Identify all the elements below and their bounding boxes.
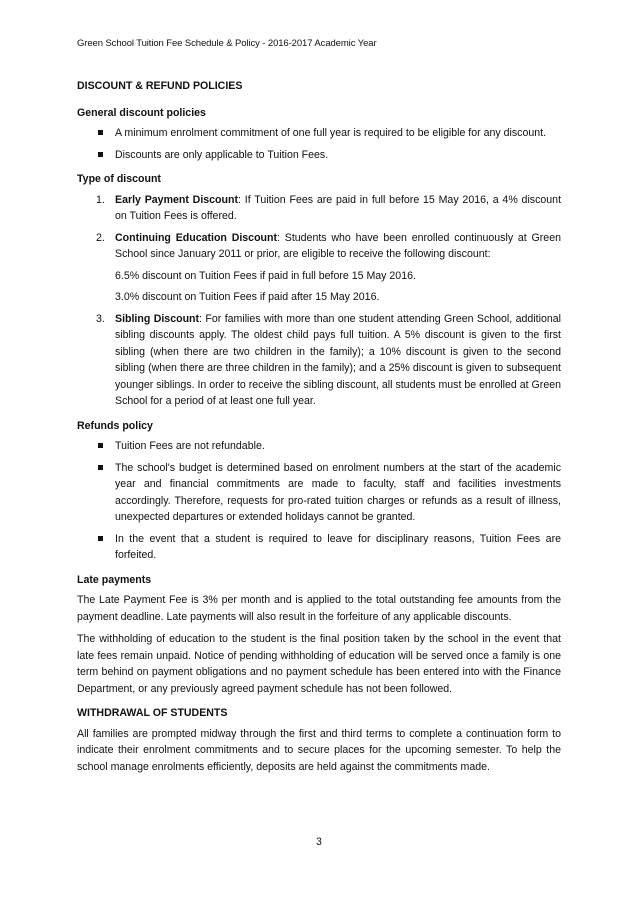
list-number: 1. xyxy=(96,193,105,206)
list-item xyxy=(77,147,561,164)
square-bullet-icon xyxy=(98,130,103,135)
list-item-text: Discounts are only applicable to Tuition Fees. xyxy=(115,148,329,161)
discount-text: : For families with more than one student attending Green School, additional sibling discounts apply. The oldest child pays full tuition. A 5% discount is given to the first sibling (when there are two children in the family); a 10% discount is given to the second sibling (when there are three children in the family); and a 25% discount is given to subsequent younger siblings. In order to receive the sibling discount, all students must be enrolled at Green School for a period of at least one full year. xyxy=(115,312,561,407)
discount-text: : Students who have been enrolled continuously at Green School since January 2011 or prior, are eligible to receive the following discount: xyxy=(115,231,561,260)
list-item xyxy=(77,230,561,263)
list-item-text: A minimum enrolment commitment of one full year is required to be eligible for any discount. xyxy=(115,127,547,139)
heading-refunds-policy: Refunds policy xyxy=(77,419,153,432)
heading-general-discount: General discount policies xyxy=(77,106,206,119)
square-bullet-icon xyxy=(98,152,103,157)
square-bullet-icon xyxy=(98,443,103,448)
list-number: 3. xyxy=(96,312,105,325)
list-item-text: In the event that a student is required to leave for disciplinary reasons, Tuition Fees are forfeited. xyxy=(115,532,561,561)
discount-title: Sibling Discount xyxy=(115,312,200,325)
heading-withdrawal: WITHDRAWAL OF STUDENTS xyxy=(77,707,228,719)
section-title-discount-refund: DISCOUNT & REFUND POLICIES xyxy=(77,80,243,92)
paragraph: The Late Payment Fee is 3% per month and is applied to the total outstanding fee amounts from the payment deadline. Late payments will also result in the forfeiture of any applicable discounts. xyxy=(77,594,561,623)
list-item xyxy=(77,438,561,455)
sub-item: 3.0% discount on Tuition Fees if paid after 15 May 2016. xyxy=(115,291,380,303)
discount-title: Continuing Education Discount xyxy=(115,231,278,244)
list-item-text: The school's budget is determined based on enrolment numbers at the start of the academic year and financial commitments are made to faculty, staff and facilities investments accordingly. Therefore, requests for pro-rated tuition charges or refunds as a result of illness, unexpected departures or extended holidays cannot be granted. xyxy=(115,461,561,523)
paragraph: The withholding of education to the student is the final position taken by the school in the event that late fees remain unpaid. Notice of pending withholding of education will be served once a family is one term behind on payment obligations and no payment schedule has been entered into with the Finance Department, or any previously agreed payment schedule has not been followed. xyxy=(77,633,561,695)
discount-text: : If Tuition Fees are paid in full before 15 May 2016, a 4% discount on Tuition Fees is offered. xyxy=(115,193,562,222)
square-bullet-icon xyxy=(98,465,103,470)
page-number: 3 xyxy=(316,836,322,848)
heading-type-of-discount: Type of discount xyxy=(77,173,161,185)
list-item xyxy=(77,460,561,526)
page-content xyxy=(77,78,561,781)
list-item xyxy=(77,531,561,564)
paragraph: All families are prompted midway through the first and third terms to complete a continuation form to indicate their enrolment commitments and to secure places for the upcoming semester. To help the school manage enrolments efficiently, deposits are held against the commitments made. xyxy=(77,727,561,773)
sub-item: 6.5% discount on Tuition Fees if paid in full before 15 May 2016. xyxy=(115,269,416,282)
list-item xyxy=(77,125,561,142)
list-item xyxy=(77,311,561,410)
list-item-text: Tuition Fees are not refundable. xyxy=(115,440,265,452)
heading-late-payments: Late payments xyxy=(77,573,152,586)
list-item xyxy=(77,192,561,225)
square-bullet-icon xyxy=(98,536,103,541)
list-number: 2. xyxy=(96,231,105,244)
running-header: Green School Tuition Fee Schedule & Policy - 2016-2017 Academic Year xyxy=(77,38,377,49)
discount-title: Early Payment Discount xyxy=(115,193,239,206)
